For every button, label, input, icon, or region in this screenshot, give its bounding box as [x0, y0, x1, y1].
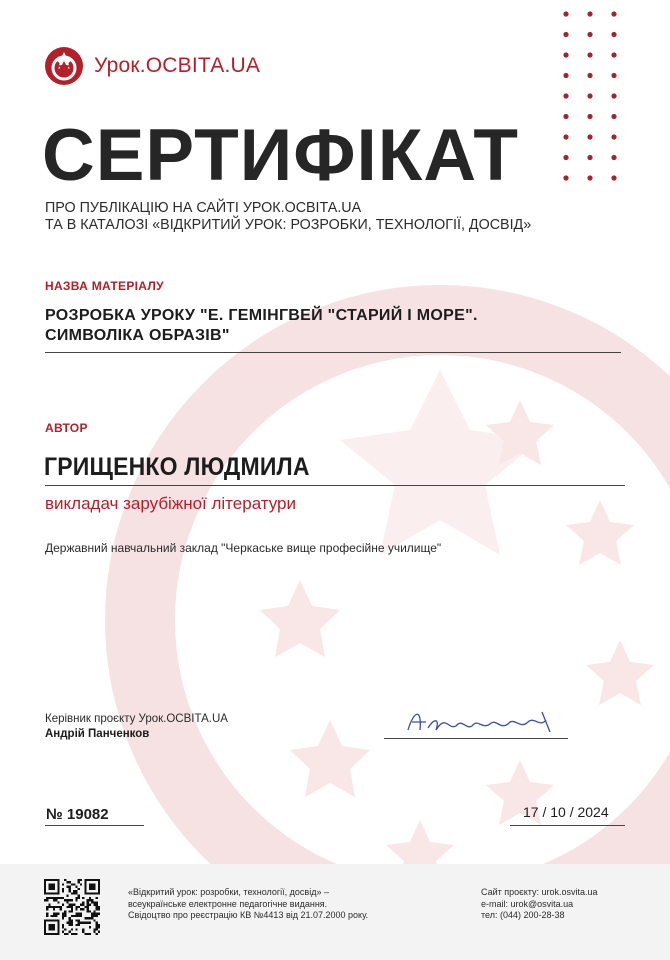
qr-module — [69, 924, 71, 926]
qr-module — [69, 881, 71, 883]
qr-module — [78, 881, 80, 883]
qr-module — [75, 897, 77, 899]
qr-module — [78, 895, 80, 897]
qr-module — [93, 931, 95, 933]
qr-module — [53, 915, 55, 917]
author-name: ГРИЩЕНКО ЛЮДМИЛА — [44, 453, 310, 481]
qr-module — [62, 904, 64, 906]
qr-module — [80, 915, 82, 917]
qr-module — [46, 906, 48, 908]
decor-dot — [587, 114, 592, 119]
catalog-line-2: всеукраїнське електронне педагогічне видання. — [128, 898, 328, 909]
manager-title: Керівник проєкту Урок.ОСВІТА.UA — [45, 713, 228, 725]
qr-module — [91, 917, 93, 919]
qr-module — [57, 879, 59, 895]
certificate-subtitle — [45, 200, 531, 234]
qr-module — [96, 915, 98, 917]
qr-module — [71, 922, 73, 924]
qr-module — [78, 922, 80, 924]
decor-dot — [611, 32, 616, 37]
qr-module — [62, 883, 64, 885]
qr-module — [80, 879, 82, 881]
catalog-line-1: «Відкритий урок: розробки, технології, досвід» – — [128, 887, 329, 897]
qr-module — [60, 897, 62, 899]
qr-module — [84, 933, 86, 935]
qr-module — [69, 886, 71, 888]
qr-module — [80, 922, 82, 924]
qr-module — [69, 904, 71, 906]
qr-module — [89, 904, 91, 906]
qr-module — [78, 906, 80, 908]
qr-module — [73, 890, 75, 892]
decor-dot — [611, 114, 616, 119]
qr-module — [62, 926, 64, 928]
qr-module — [96, 928, 98, 930]
qr-module — [75, 899, 77, 901]
qr-module — [57, 901, 59, 903]
qr-module — [62, 924, 64, 926]
date-underline — [510, 825, 625, 826]
qr-module — [96, 897, 98, 899]
qr-module — [75, 908, 77, 910]
qr-module — [82, 928, 84, 930]
logo-icon — [44, 46, 84, 86]
subtitle-line-2: ТА В КАТАЛОЗІ «ВІДКРИТИЙ УРОК: РОЗРОБКИ, ТЕХНОЛОГІЇ, ДОСВІД» — [45, 217, 532, 233]
decor-dot — [611, 11, 616, 16]
qr-module — [66, 881, 68, 883]
qr-module — [51, 915, 53, 917]
qr-module — [91, 913, 93, 915]
qr-module — [75, 933, 77, 935]
qr-module — [98, 879, 100, 895]
project-manager — [45, 712, 228, 742]
qr-module — [98, 913, 100, 915]
qr-module — [57, 919, 59, 935]
qr-module — [93, 919, 95, 921]
qr-module — [98, 906, 100, 908]
qr-module — [96, 913, 98, 915]
decor-dot — [563, 73, 568, 78]
qr-module — [46, 913, 48, 915]
qr-module — [78, 897, 80, 899]
qr-module — [93, 928, 95, 930]
qr-module — [89, 917, 91, 919]
qr-module — [64, 933, 66, 935]
qr-module — [89, 933, 91, 935]
qr-module — [55, 906, 57, 908]
qr-module — [96, 922, 98, 924]
qr-module — [71, 928, 73, 930]
qr-module — [66, 906, 68, 908]
decor-dot — [611, 73, 616, 78]
qr-module — [78, 915, 80, 917]
qr-module — [62, 931, 64, 933]
qr-module — [60, 906, 62, 908]
qr-module — [71, 906, 73, 908]
qr-module — [48, 904, 50, 906]
qr-module — [55, 913, 57, 915]
decor-dot — [611, 134, 616, 139]
decor-dot — [587, 52, 592, 57]
qr-module — [75, 919, 77, 921]
qr-module — [71, 910, 73, 912]
qr-module — [62, 913, 64, 915]
qr-module — [73, 904, 75, 906]
qr-module — [71, 908, 73, 910]
decor-dot — [563, 114, 568, 119]
qr-module — [53, 897, 55, 899]
decor-dot — [563, 93, 568, 98]
qr-module — [93, 901, 95, 903]
catalog-info — [128, 887, 368, 922]
decor-dot — [587, 11, 592, 16]
catalog-line-3: Свідоцтво про реєстрацію КВ №4413 від 21.07.2000 року. — [128, 910, 369, 920]
qr-module — [73, 883, 75, 885]
qr-module — [75, 890, 77, 892]
qr-module — [66, 895, 68, 897]
qr-module — [98, 931, 100, 933]
qr-module — [57, 906, 59, 908]
qr-module — [75, 928, 77, 930]
qr-module — [82, 904, 84, 906]
qr-module — [44, 899, 46, 901]
qr-module — [84, 879, 86, 895]
qr-module — [53, 906, 55, 908]
qr-module — [80, 913, 82, 915]
qr-module — [93, 904, 95, 906]
qr-module — [98, 926, 100, 928]
qr-module — [66, 922, 68, 924]
qr-module — [73, 892, 75, 894]
qr-module — [82, 922, 84, 924]
qr-code[interactable] — [44, 879, 100, 935]
qr-module — [55, 897, 57, 899]
decor-dot — [563, 175, 568, 180]
qr-module — [91, 915, 93, 917]
material-label: НАЗВА МАТЕРІАЛУ — [45, 279, 164, 293]
material-title — [45, 306, 625, 346]
qr-module — [62, 897, 64, 899]
qr-module — [78, 888, 80, 890]
qr-module — [87, 933, 89, 935]
qr-module — [78, 919, 80, 921]
decor-dot — [587, 93, 592, 98]
qr-module — [87, 906, 89, 908]
qr-module — [46, 897, 48, 899]
qr-module — [64, 928, 66, 930]
qr-module — [73, 933, 75, 935]
qr-module — [87, 904, 89, 906]
qr-module — [64, 879, 66, 881]
decorative-dot-grid — [560, 8, 630, 184]
qr-module — [62, 890, 64, 892]
qr-module — [64, 913, 66, 915]
qr-module — [62, 888, 64, 890]
decor-dot — [611, 93, 616, 98]
qr-module — [71, 919, 73, 921]
qr-module — [62, 915, 64, 917]
decor-dot — [587, 175, 592, 180]
qr-module — [96, 901, 98, 903]
qr-module — [64, 910, 66, 912]
qr-module — [57, 897, 59, 899]
qr-module — [66, 901, 68, 903]
decor-dot — [563, 32, 568, 37]
qr-module — [44, 892, 60, 894]
qr-module — [51, 906, 53, 908]
qr-module — [64, 899, 66, 901]
material-title-line-2: СИМВОЛІКА ОБРАЗІВ" — [45, 327, 230, 344]
certificate-number: № 19082 — [46, 806, 109, 823]
qr-module — [96, 904, 98, 906]
qr-module — [89, 926, 91, 928]
qr-module — [53, 899, 55, 901]
qr-module — [87, 910, 89, 912]
qr-module — [53, 913, 55, 915]
decor-dot — [563, 155, 568, 160]
qr-module — [71, 924, 73, 926]
qr-module — [93, 913, 95, 915]
qr-module — [48, 883, 55, 890]
decor-dot — [611, 175, 616, 180]
qr-module — [96, 926, 98, 928]
author-label: АВТОР — [45, 421, 88, 435]
number-underline — [45, 825, 144, 826]
qr-module — [80, 904, 82, 906]
qr-module — [69, 917, 71, 919]
qr-module — [75, 924, 77, 926]
qr-module — [51, 897, 53, 899]
material-title-line-1: РОЗРОБКА УРОКУ "Е. ГЕМІНГВЕЙ "СТАРИЙ І МОРЕ". — [45, 307, 478, 324]
qr-module — [71, 904, 73, 906]
qr-module — [89, 897, 91, 899]
qr-module — [87, 908, 89, 910]
qr-module — [48, 924, 55, 931]
qr-module — [84, 879, 100, 881]
qr-module — [89, 899, 91, 901]
qr-module — [75, 913, 77, 915]
project-phone: тел: (044) 200-28-38 — [481, 910, 565, 920]
qr-module — [87, 922, 89, 924]
qr-module — [69, 919, 71, 921]
qr-module — [48, 897, 50, 899]
qr-module — [82, 901, 84, 903]
qr-module — [46, 899, 48, 901]
signature-line — [384, 738, 568, 739]
decor-dot — [563, 134, 568, 139]
qr-module — [87, 899, 89, 901]
qr-module — [46, 915, 48, 917]
subtitle-line-1: ПРО ПУБЛІКАЦІЮ НА САЙТІ УРОК.ОСВІТА.UA — [45, 200, 362, 216]
author-position: викладач зарубіжної літератури — [45, 494, 297, 513]
qr-module — [44, 879, 60, 881]
qr-module — [66, 899, 68, 901]
qr-module — [48, 906, 50, 908]
qr-module — [57, 913, 59, 915]
qr-module — [96, 906, 98, 908]
qr-module — [98, 908, 100, 910]
project-email[interactable]: e-mail: urok@osvita.ua — [481, 898, 574, 909]
qr-module — [78, 924, 80, 926]
qr-module — [69, 931, 71, 933]
qr-module — [66, 886, 68, 888]
decor-dot — [611, 155, 616, 160]
contact-info — [481, 887, 598, 922]
qr-module — [80, 908, 82, 910]
qr-module — [69, 890, 71, 892]
decor-dot — [587, 32, 592, 37]
qr-module — [55, 899, 57, 901]
qr-module — [96, 924, 98, 926]
qr-module — [66, 933, 68, 935]
qr-module — [60, 908, 62, 910]
qr-module — [82, 908, 84, 910]
material-underline — [45, 352, 621, 353]
qr-module — [71, 933, 73, 935]
qr-module — [80, 883, 82, 885]
qr-module — [75, 915, 77, 917]
qr-module — [64, 915, 66, 917]
qr-module — [84, 917, 86, 919]
qr-module — [91, 899, 93, 901]
decor-dot — [563, 11, 568, 16]
qr-module — [69, 906, 71, 908]
qr-module — [78, 879, 80, 881]
qr-module — [84, 892, 100, 894]
qr-module — [93, 910, 95, 912]
qr-module — [93, 915, 95, 917]
qr-module — [44, 933, 60, 935]
qr-module — [78, 913, 80, 915]
qr-module — [96, 908, 98, 910]
qr-module — [75, 886, 77, 888]
qr-module — [69, 922, 71, 924]
qr-module — [55, 915, 57, 917]
qr-module — [89, 910, 91, 912]
decor-dot — [587, 155, 592, 160]
certificate-title: СЕРТИФІКАТ — [42, 115, 520, 196]
qr-module — [69, 899, 71, 901]
decor-dot — [611, 52, 616, 57]
qr-module — [53, 908, 55, 910]
qr-module — [82, 897, 84, 899]
qr-module — [71, 883, 73, 885]
author-underline — [45, 485, 625, 486]
qr-module — [69, 888, 71, 890]
qr-module — [44, 879, 46, 895]
project-site[interactable]: Сайт проєкту: urok.osvita.ua — [481, 887, 598, 897]
qr-module — [87, 917, 89, 919]
qr-module — [73, 915, 75, 917]
qr-module — [91, 901, 93, 903]
qr-module — [96, 933, 98, 935]
decor-dot — [563, 52, 568, 57]
qr-module — [89, 883, 96, 890]
qr-module — [98, 924, 100, 926]
qr-module — [44, 919, 46, 935]
qr-module — [75, 892, 77, 894]
decor-dot — [587, 134, 592, 139]
qr-module — [44, 919, 60, 921]
qr-module — [46, 908, 48, 910]
qr-module — [87, 901, 89, 903]
author-institution: Державний навчальний заклад "Черкаське вище професійне училище" — [45, 541, 442, 555]
qr-module — [62, 917, 64, 919]
qr-module — [71, 899, 73, 901]
qr-module — [84, 922, 86, 924]
manager-name: Андрій Панченков — [45, 728, 150, 740]
qr-module — [89, 922, 91, 924]
qr-module — [84, 906, 86, 908]
decor-dot — [587, 73, 592, 78]
qr-module — [71, 892, 73, 894]
brand-logo — [44, 46, 260, 86]
qr-module — [69, 910, 71, 912]
qr-module — [75, 906, 77, 908]
logo-text: Урок.ОСВІТА.UA — [94, 54, 261, 77]
qr-module — [82, 931, 84, 933]
qr-module — [71, 915, 73, 917]
issue-date: 17 / 10 / 2024 — [523, 804, 609, 820]
